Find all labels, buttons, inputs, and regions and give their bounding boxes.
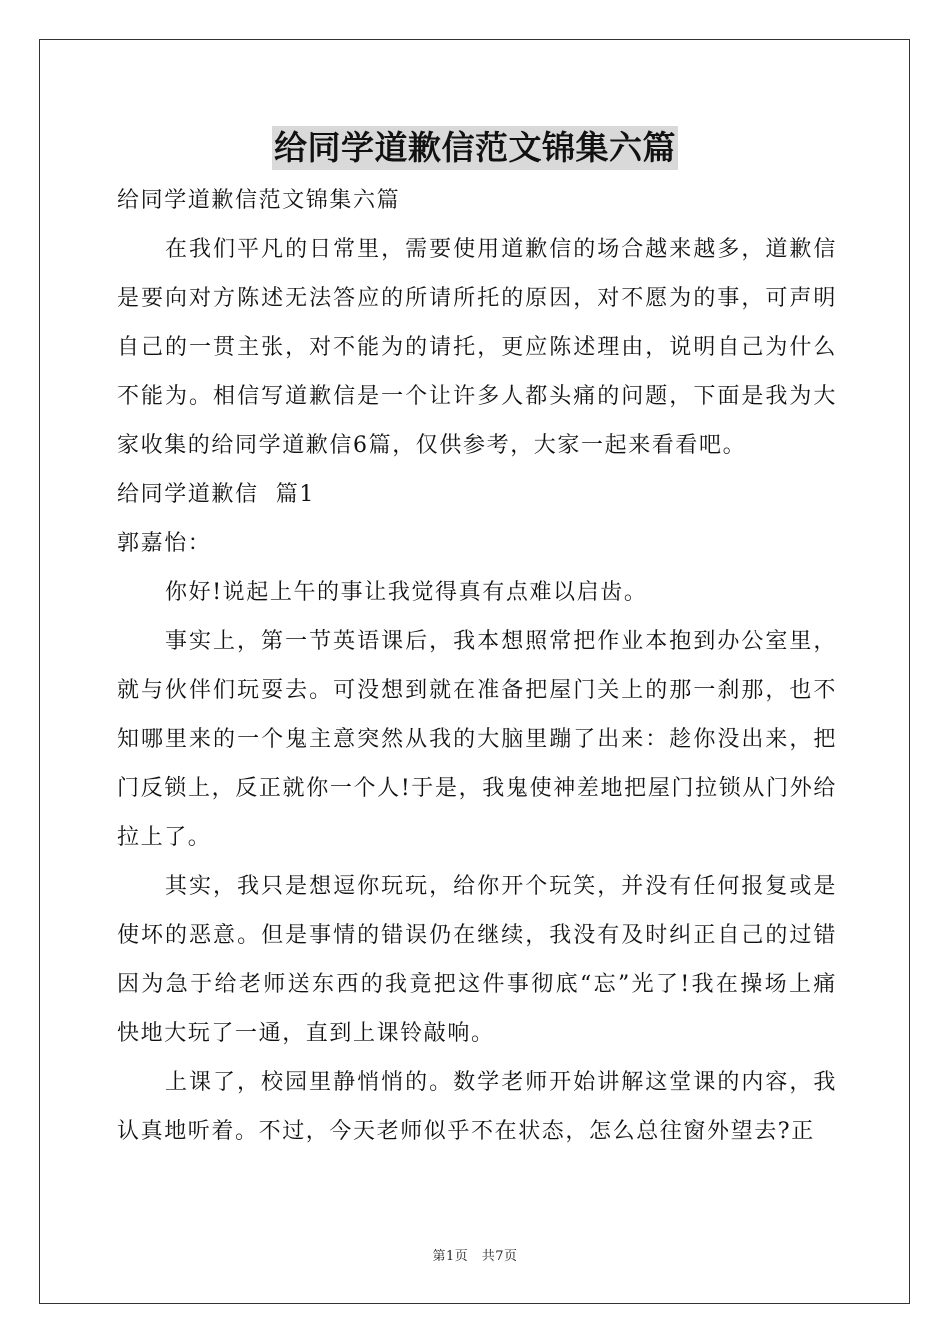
document-body xyxy=(117,176,837,1156)
section-heading: 给同学道歉信 篇1 xyxy=(117,482,315,507)
page-footer xyxy=(0,1245,950,1264)
salutation: 郭嘉怡： xyxy=(117,531,212,556)
body-paragraph-3: 其实，我只是想逗你玩玩，给你开个玩笑，并没有任何报复或是使坏的恶意。但是事情的错误仍在继续，我没有及时纠正自己的过错因为急于给老师送东西的我竟把这件事彻底“忘”光了!我在操场上痛快地大玩了一通，直到上课铃敲响。 xyxy=(117,874,837,1046)
document-subtitle: 给同学道歉信范文锦集六篇 xyxy=(117,188,401,213)
body-paragraph-4: 上课了，校园里静悄悄的。数学老师开始讲解这堂课的内容，我认真地听着。不过，今天老师似乎不在状态，怎么总往窗外望去?正 xyxy=(117,1070,837,1144)
document-title: 给同学道歉信范文锦集六篇 xyxy=(272,126,678,170)
title-container xyxy=(0,126,950,170)
page-number: 第1页 共7页 xyxy=(432,1249,518,1264)
body-paragraph-2: 事实上，第一节英语课后，我本想照常把作业本抱到办公室里，就与伙伴们玩耍去。可没想到就在准备把屋门关上的那一刹那，也不知哪里来的一个鬼主意突然从我的大脑里蹦了出来：趁你没出来，把门反锁上，反正就你一个人!于是，我鬼使神差地把屋门拉锁从门外给拉上了。 xyxy=(117,629,837,850)
body-paragraph-1: 你好!说起上午的事让我觉得真有点难以启齿。 xyxy=(165,580,648,605)
intro-paragraph: 在我们平凡的日常里，需要使用道歉信的场合越来越多，道歉信是要向对方陈述无法答应的所请所托的原因，对不愿为的事，可声明自己的一贯主张，对不能为的请托，更应陈述理由，说明自己为什么不能为。相信写道歉信是一个让许多人都头痛的问题，下面是我为大家收集的给同学道歉信6篇，仅供参考，大家一起来看看吧。 xyxy=(117,237,837,458)
